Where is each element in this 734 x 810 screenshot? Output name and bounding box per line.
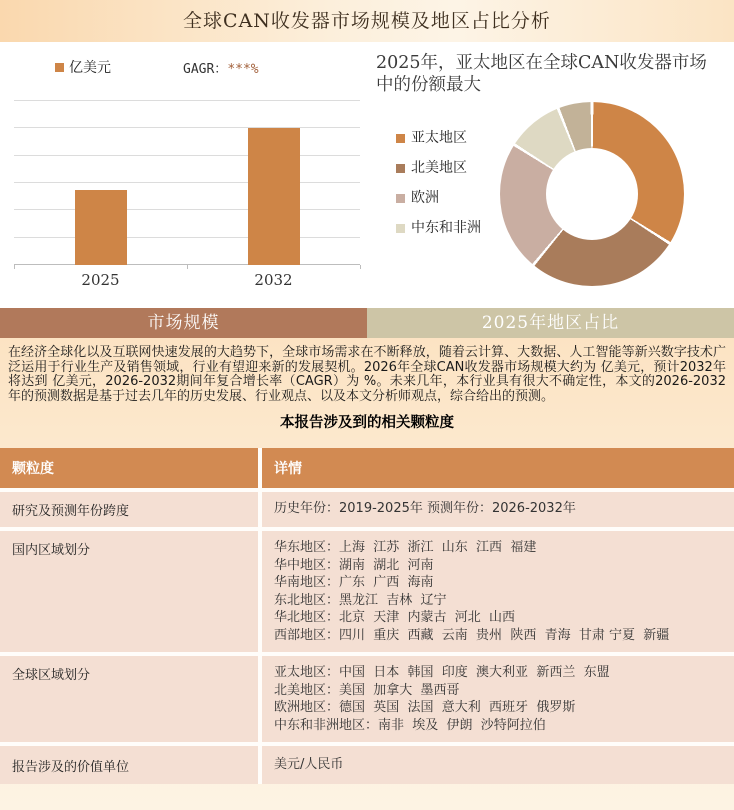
gridline[interactable] [14, 127, 360, 128]
table-body [0, 492, 734, 784]
donut-legend-item-3[interactable] [396, 190, 500, 207]
row-label-cell[interactable]: 全球区域划分 [0, 656, 258, 742]
table-row[interactable] [0, 656, 734, 742]
gridline[interactable] [14, 182, 360, 183]
donut-legend-swatch[interactable] [396, 164, 405, 173]
table-header-row [0, 448, 734, 488]
donut-legend-swatch[interactable] [396, 224, 405, 233]
detail-line[interactable]: 华东地区：上海 江苏 浙江 山东 江西 福建 [274, 540, 537, 555]
table-header-detail: 详情 [262, 448, 734, 488]
row-label-cell[interactable]: 国内区域划分 [0, 531, 258, 652]
donut-chart [500, 102, 684, 286]
lower-section [0, 338, 734, 810]
table-row[interactable] [0, 492, 734, 527]
bar-chart-xlabels [14, 265, 360, 293]
bar-2025[interactable] [75, 190, 127, 265]
detail-line[interactable]: 历史年份：2019-2025年 预测年份：2026-2032年 [274, 501, 576, 516]
donut-legend-swatch[interactable] [396, 194, 405, 203]
bar-chart-plot [14, 101, 360, 265]
row-detail-cell[interactable] [262, 492, 734, 527]
cagr-annotation [183, 58, 259, 77]
detail-line[interactable]: 华中地区：湖南 湖北 河南 [274, 557, 434, 573]
donut-hole [546, 148, 638, 240]
detail-line[interactable]: 中东和非洲地区：南非 埃及 伊朗 沙特阿拉伯 [274, 717, 546, 733]
summary-paragraph: 在经济全球化以及互联网快速发展的大趋势下，全球市场需求在不断释放，随着云计算、大数据、人工智能等新兴数字技术广泛运用于行业生产及销售领域，行业有望迎来新的发展契机。2026年全球CAN收发器市场规模大约为 亿美元，预计2032年将达到 亿美元，2026-2032期间年复合增长率（CAGR）为 %。未来几年，本行业具有很大不确定性，本文的2026-2032年的预测数据是基于过去几年的历史发展、行业观点、以及本文分析师观点，综合给出的预测。 [8, 345, 726, 404]
row-label-cell[interactable]: 报告涉及的价值单位 [0, 746, 258, 784]
row-detail-cell[interactable] [262, 746, 734, 784]
bar-legend-swatch [55, 63, 64, 72]
bar-legend-label: 亿美元 [69, 60, 111, 76]
gridline[interactable] [14, 155, 360, 156]
cagr-masked-value: ***% [227, 61, 259, 77]
row-detail-cell[interactable] [262, 531, 734, 652]
tab-region-share[interactable]: 2025年地区占比 [367, 308, 734, 338]
tab-band [0, 308, 734, 338]
cagr-label: GAGR： [183, 61, 228, 77]
x-axis-label-2025[interactable]: 2025 [81, 271, 120, 289]
donut-legend-swatch[interactable] [396, 134, 405, 143]
donut-chart-panel [370, 42, 734, 308]
donut-title-line2: 中的份额最大 [376, 75, 481, 95]
granularity-table [0, 448, 734, 784]
gridline[interactable] [14, 209, 360, 210]
table-row[interactable] [0, 531, 734, 652]
detail-line[interactable]: 美元/人民币 [274, 757, 344, 772]
row-detail-cell[interactable] [262, 656, 734, 742]
x-axis-label-2032[interactable]: 2032 [254, 271, 293, 289]
charts-section [0, 42, 734, 308]
row-label-cell[interactable]: 研究及预测年份跨度 [0, 492, 258, 527]
donut-flex [370, 100, 734, 286]
donut-chart-title [376, 52, 724, 96]
bar-2032[interactable] [248, 128, 300, 265]
detail-line[interactable]: 华北地区：北京 天津 内蒙古 河北 山西 [274, 610, 516, 625]
donut-legend-label[interactable]: 北美地区 [411, 160, 467, 176]
page-title: 全球CAN收发器市场规模及地区占比分析 [0, 0, 734, 42]
donut-legend-item-4[interactable] [396, 220, 500, 237]
donut-title-line1: 2025年，亚太地区在全球CAN收发器市场 [376, 53, 707, 73]
donut-legend-label[interactable]: 欧洲 [411, 190, 439, 206]
tab-market-size[interactable]: 市场规模 [0, 308, 367, 338]
table-row[interactable] [0, 746, 734, 784]
detail-line[interactable]: 北美地区：美国 加拿大 墨西哥 [274, 682, 460, 698]
granularity-table-heading: 本报告涉及到的相关颗粒度 [280, 415, 454, 431]
axis-tick-mark[interactable] [360, 265, 361, 269]
donut-legend-label[interactable]: 亚太地区 [411, 130, 467, 146]
bar-legend [55, 58, 370, 76]
bar-chart-panel [0, 42, 370, 308]
donut-legend [370, 100, 500, 286]
donut-legend-item-1[interactable] [396, 130, 500, 147]
gridline[interactable] [14, 100, 360, 101]
detail-line[interactable]: 亚太地区：中国 日本 韩国 印度 澳大利亚 新西兰 东盟 [274, 665, 610, 680]
donut-legend-item-2[interactable] [396, 160, 500, 177]
detail-line[interactable]: 西部地区：四川 重庆 西藏 云南 贵州 陕西 青海 甘肃 宁夏 新疆 [274, 627, 670, 643]
detail-line[interactable]: 东北地区：黑龙江 吉林 辽宁 [274, 592, 447, 608]
detail-line[interactable]: 欧洲地区：德国 英国 法国 意大利 西班牙 俄罗斯 [274, 700, 576, 715]
gridline[interactable] [14, 237, 360, 238]
detail-line[interactable]: 华南地区：广东 广西 海南 [274, 575, 434, 590]
table-header-granularity: 颗粒度 [0, 448, 258, 488]
donut-legend-label[interactable]: 中东和非洲 [411, 220, 481, 236]
